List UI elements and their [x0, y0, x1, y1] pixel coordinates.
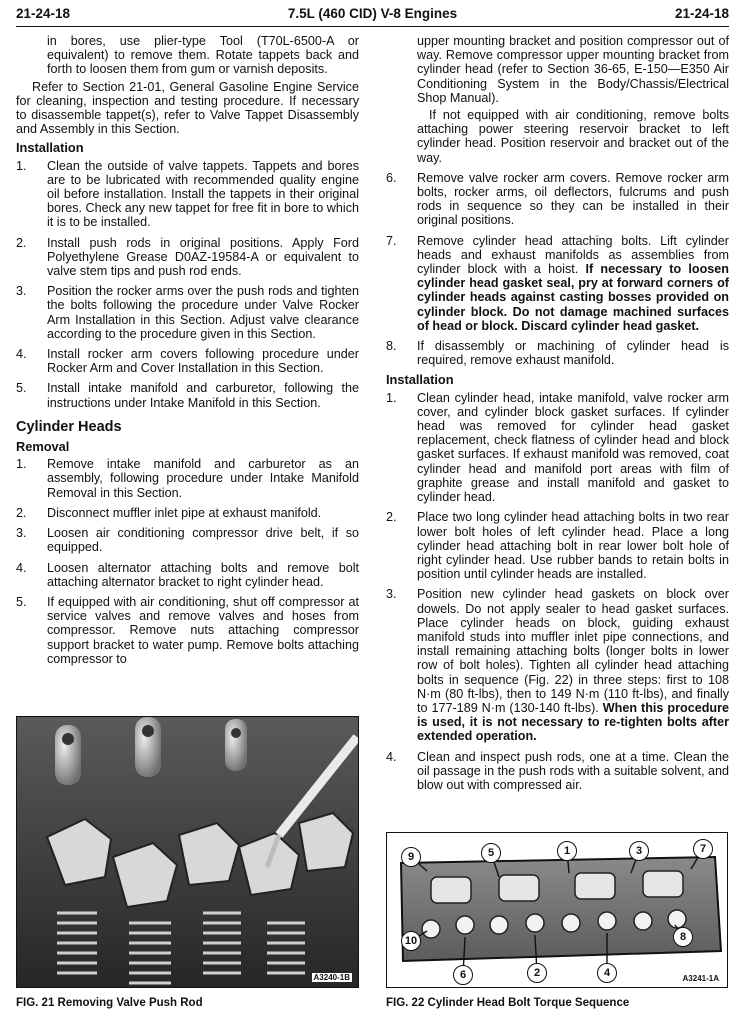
list-item: [386, 234, 729, 333]
section-heading: Cylinder Heads: [16, 418, 122, 435]
list-text: Remove valve rocker arm covers. Remove rocker arm bolts, rocker arms, oil deflectors, fulcrums and push rods in sequence so they can be installed in their original positions.: [417, 170, 729, 228]
fig22-diagram: [386, 832, 728, 988]
list-number: 3.: [16, 526, 27, 541]
callout-number: 10: [401, 931, 421, 951]
no-ac-paragraph: If not equipped with air conditioning, remove bolts attaching power steering reservoir bracket to left cylinder head. Position reservoir and bracket out of the way.: [417, 108, 729, 165]
right-column: [386, 34, 729, 798]
list-number: 5.: [16, 594, 27, 609]
list-number: 8.: [386, 339, 397, 354]
list-item: [386, 587, 729, 743]
callout-number: 2: [527, 963, 547, 983]
list-number: 1.: [386, 390, 397, 405]
installation-heading: Installation: [386, 372, 454, 388]
list-text: Place two long cylinder head attaching bolts in two rear lower bolt holes of left cylinder head. Place a long cylinder head attaching bolt in rear lower bolt hole of right cylinder head. Use rubber bands to retain bolts in position until cylinder heads are installed.: [417, 510, 729, 582]
callout-number: 3: [629, 841, 649, 861]
list-item: [16, 381, 359, 409]
continued-paragraph: in bores, use plier-type Tool (T70L-6500-A or equivalent) to remove them. Rotate tappets back and forth to loosen them from gum or varnish deposits.: [47, 34, 359, 77]
list-item: [386, 750, 729, 793]
cylinder-head-installation-list: [386, 391, 729, 792]
list-item: [16, 526, 359, 554]
callout-number: 9: [401, 847, 421, 867]
fig21-photo: [16, 716, 359, 988]
list-text: Loosen air conditioning compressor drive belt, if so equipped.: [47, 526, 359, 555]
list-text: Position new cylinder head gaskets on block over dowels. Do not apply sealer to head gasket surfaces. Place cylinder heads on block, guiding exhaust manifold studs into muffler inlet pipe connections, and install remaining attaching bolts (longer bolts in lower row of bolt holes). Tighten all cylinder head attaching bolts in sequence (Fig. 22) in three steps: first to 108 N·m (80 ft-lbs), then to 149 N·m (110 ft-lbs), and finally to 177-189 N·m (130-140 ft-lbs).: [417, 587, 729, 715]
list-number: 2.: [386, 510, 397, 525]
tappet-installation-list: [16, 159, 359, 410]
installation-heading: Installation: [16, 140, 84, 156]
list-number: 5.: [16, 381, 27, 396]
figure-code: A3240-1B: [313, 973, 350, 982]
list-number: 7.: [386, 233, 397, 248]
fig21-caption: FIG. 21 Removing Valve Push Rod: [16, 997, 203, 1009]
list-item: [16, 347, 359, 375]
list-text: Disconnect muffler inlet pipe at exhaust manifold.: [47, 505, 322, 520]
page-number-left: 21-24-18: [16, 6, 71, 21]
cylinder-head-removal-list: [16, 457, 359, 666]
list-item: [386, 510, 729, 581]
list-text: Install push rods in original positions. Apply Ford Polyethylene Grease D0AZ-19584-A or equivalent to valve stem tips and push rod ends.: [47, 235, 359, 279]
callout-number: 8: [673, 927, 693, 947]
callout-number: 6: [453, 965, 473, 985]
page-title: 7.5L (460 CID) V-8 Engines: [287, 6, 458, 21]
callout-number: 1: [557, 841, 577, 861]
list-number: 2.: [16, 505, 27, 520]
list-number: 1.: [16, 158, 27, 173]
warning-text: If necessary to loosen cylinder head gasket seal, pry at forward corners of cylinder heads against casting bosses provided on cylinder block. Do not damage machined surfaces of head or block. Discard cylinder head gasket.: [417, 262, 729, 333]
list-text: Position the rocker arms over the push rods and tighten the bolts following the procedure under Valve Rocker Arm Installation in this Section. Adjust valve clearance according to the procedure given in this Section.: [47, 284, 359, 341]
list-text: Loosen alternator attaching bolts and remove bolt attaching alternator bracket to right cylinder head.: [47, 560, 359, 589]
fig22-caption: FIG. 22 Cylinder Head Bolt Torque Sequence: [386, 997, 630, 1009]
list-text: Install rocker arm covers following procedure under Rocker Arm and Cover Installation in this Section.: [47, 347, 359, 376]
callout-number: 4: [597, 963, 617, 983]
list-number: 3.: [16, 284, 27, 299]
left-column: [16, 34, 359, 672]
continued-paragraph: upper mounting bracket and position compressor out of way. Remove compressor upper mounting bracket from cylinder head (refer to Section 36-65, E-150—E350 Air Conditioning System in the Body/Chassis/Electrical Shop Manual).: [417, 34, 729, 105]
list-item: [16, 595, 359, 666]
page-number-right: 21-24-18: [674, 6, 729, 21]
list-text: Clean and inspect push rods, one at a time. Clean the oil passage in the push rods with a suitable solvent, and blow out with compressed air.: [417, 749, 729, 792]
list-text: Install intake manifold and carburetor, following the instructions under Intake Manifold in this Section.: [47, 381, 359, 410]
list-text: Clean cylinder head, intake manifold, valve rocker arm cover, and cylinder block gasket surfaces. If cylinder head was removed for cylinder head gasket replacement, check flatness of cylinder head and block gasket surfaces. If exhaust manifold was removed, coat cylinder head and manifold port areas with film of graphite grease and install manifold and gasket to cylinder head.: [417, 390, 729, 505]
page-header: [16, 6, 729, 26]
list-text: If equipped with air conditioning, shut off compressor at service valves and remove valves and hoses from compressor. Remove nuts attaching compressor support bracket to water pump. Remove bolts attaching compressor to: [47, 594, 359, 666]
cylinder-head-removal-list-cont: [386, 171, 729, 368]
valve-push-rod-photo: [17, 717, 359, 988]
note-text: When this procedure is used, it is not necessary to re-tighten bolts after extended operation.: [417, 700, 730, 744]
list-number: 3.: [386, 587, 397, 602]
figure-code: A3241-1A: [682, 974, 719, 983]
list-text: If disassembly or machining of cylinder head is required, remove exhaust manifold.: [417, 339, 729, 368]
list-item: [16, 236, 359, 279]
list-item: [386, 339, 729, 367]
refer-paragraph: Refer to Section 21-01, General Gasoline Engine Service for cleaning, inspection and testing procedure. If necessary to disassemble tappet(s), refer to Valve Tappet Disassembly and Assembly in this Section.: [16, 79, 359, 137]
list-number: 4.: [16, 347, 27, 362]
header-rule: [16, 26, 729, 27]
list-number: 6.: [386, 170, 397, 185]
list-number: 1.: [16, 457, 27, 472]
list-item: [16, 457, 359, 500]
list-text: Clean the outside of valve tappets. Tappets and bores are to be lubricated with recommended quality engine oil before installation. Install the tappets in their original bores. Check any new tappet for free fit in bore to which it is to be installed.: [47, 158, 359, 230]
list-item: [16, 506, 359, 520]
list-item: [16, 284, 359, 341]
list-number: 2.: [16, 235, 27, 250]
callout-number: 5: [481, 843, 501, 863]
callout-number: 7: [693, 839, 713, 859]
list-number: 4.: [386, 749, 397, 764]
removal-heading: Removal: [16, 439, 70, 455]
list-item: [386, 391, 729, 505]
list-item: [386, 171, 729, 228]
list-text: Remove intake manifold and carburetor as an assembly, following procedure under Intake Manifold Removal in this Section.: [47, 457, 359, 500]
list-text: Remove cylinder head attaching bolts. Lift cylinder heads and exhaust manifolds as assemblies from cylinder block with a hoist.: [417, 233, 729, 277]
list-item: [16, 561, 359, 589]
list-item: [16, 159, 359, 230]
list-number: 4.: [16, 560, 27, 575]
